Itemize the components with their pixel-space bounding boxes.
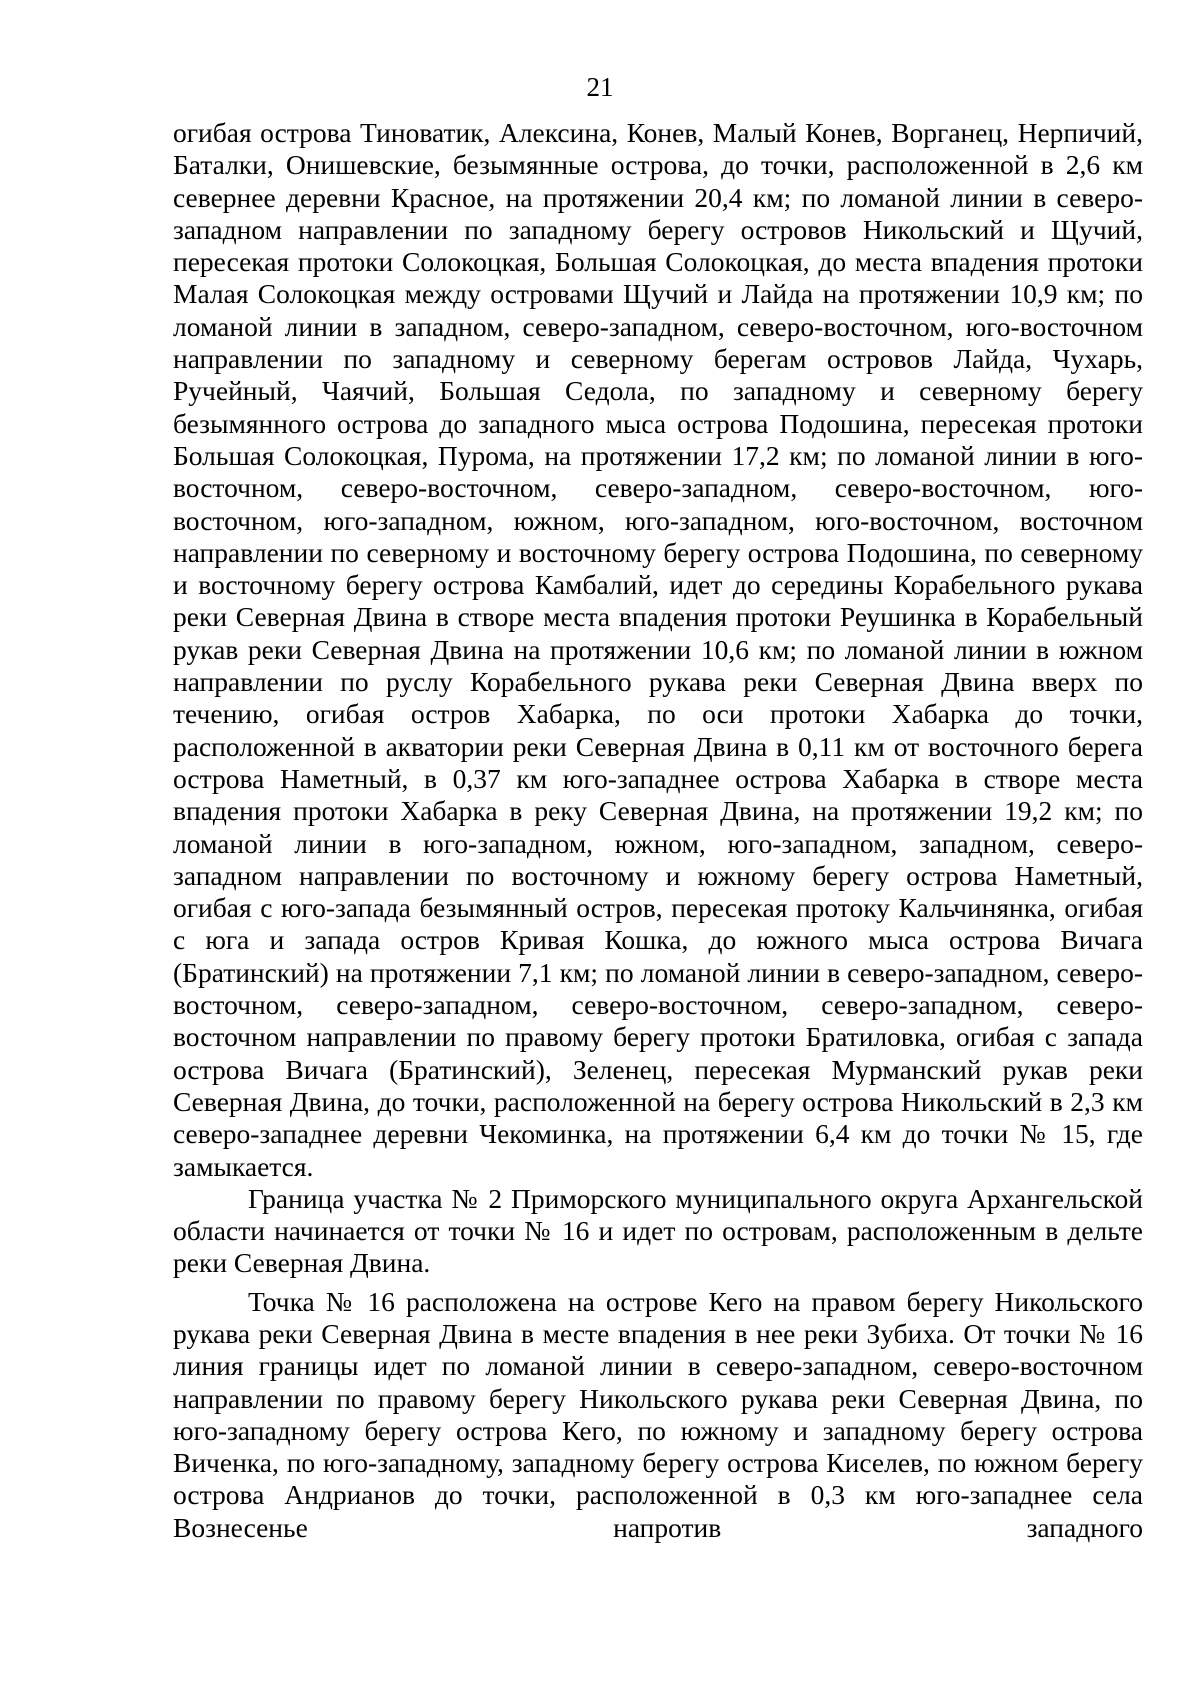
page-number: 21 [586,72,614,102]
paragraph-boundary-continuation: огибая острова Тиноватик, Алексина, Конев, Малый Конев, Ворганец, Нерпичий, Баталки, Онишевские, безымянные острова, до точки, расположенной в 2,6 км севернее деревни Красное, на протяжении 20,4 км; по ломаной линии в северо-западном направлении по западному берегу островов Никольский и Щучий, пересекая протоки Солокоцкая, Большая Солокоцкая, до места впадения протоки Малая Солокоцкая между островами Щучий и Лайда на протяжении 10,9 км; по ломаной линии в западном, северо-западном, северо-восточном, юго-восточном направлении по западному и северному берегам островов Лайда, Чухарь, Ручейный, Чаячий, Большая Седола, по западному и северному берегу безымянного острова до западного мыса острова Подошина, пересекая протоки Большая Солокоцкая, Пурома, на протяжении 17,2 км; по ломаной линии в юго-восточном, северо-восточном, северо-западном, северо-восточном, юго-восточном, юго-западном, южном, юго-западном, юго-восточном, восточном направлении по северному и восточному берегу острова Подошина, по северному и восточному берегу острова Камбалий, идет до середины Корабельного рукава реки Северная Двина в створе места впадения протоки Реушинка в Корабельный рукав реки Северная Двина на протяжении 10,6 км; по ломаной линии в южном направлении по руслу Корабельного рукава реки Северная Двина вверх по течению, огибая остров Хабарка, по оси протоки Хабарка до точки, расположенной в акватории реки Северная Двина в 0,11 км от восточного берега острова Наметный, в 0,37 км юго-западнее острова Хабарка в створе места впадения протоки Хабарка в реку Северная Двина, на протяжении 19,2 км; по ломаной линии в юго-западном, южном, юго-западном, западном, северо-западном направлении по восточному и южному берегу острова Наметный, огибая с юго-запада безымянный остров, пересекая протоку Кальчинянка, огибая с юга и запада остров Кривая Кошка, до южного мыса острова Вичага (Братинский) на протяжении 7,1 км; по ломаной линии в северо-западном, северо-восточном, северо-западном, северо-восточном, северо-западном, северо-восточном направлении по правому берегу протоки Братиловка, огибая с запада острова Вичага (Братинский), Зеленец, пересекая Мурманский рукав реки Северная Двина, до точки, расположенной на берегу острова Никольский в 2,3 км северо-западнее деревни Чекоминка, на протяжении 6,4 км до точки № 15, где замыкается. [173,117,1143,1182]
document-body [173,117,1143,1544]
paragraph-plot-2-start: Граница участка № 2 Приморского муниципального округа Архангельской области начинается от точки № 16 и идет по островам, расположенным в дельте реки Северная Двина. [173,1182,1143,1279]
paragraph-point-16: Точка № 16 расположена на острове Кего на правом берегу Никольского рукава реки Северная Двина в месте впадения в нее реки Зубиха. От точки № 16 линия границы идет по ломаной линии в северо-западном, северо-восточном направлении по правому берегу Никольского рукава реки Северная Двина, по юго-западному берегу острова Кего, по южному и западному берегу острова Виченка, по юго-западному, западному берегу острова Киселев, по южном берегу острова Андрианов до точки, расположенной в 0,3 км юго-западнее села Вознесенье напротив западного [173,1285,1143,1543]
